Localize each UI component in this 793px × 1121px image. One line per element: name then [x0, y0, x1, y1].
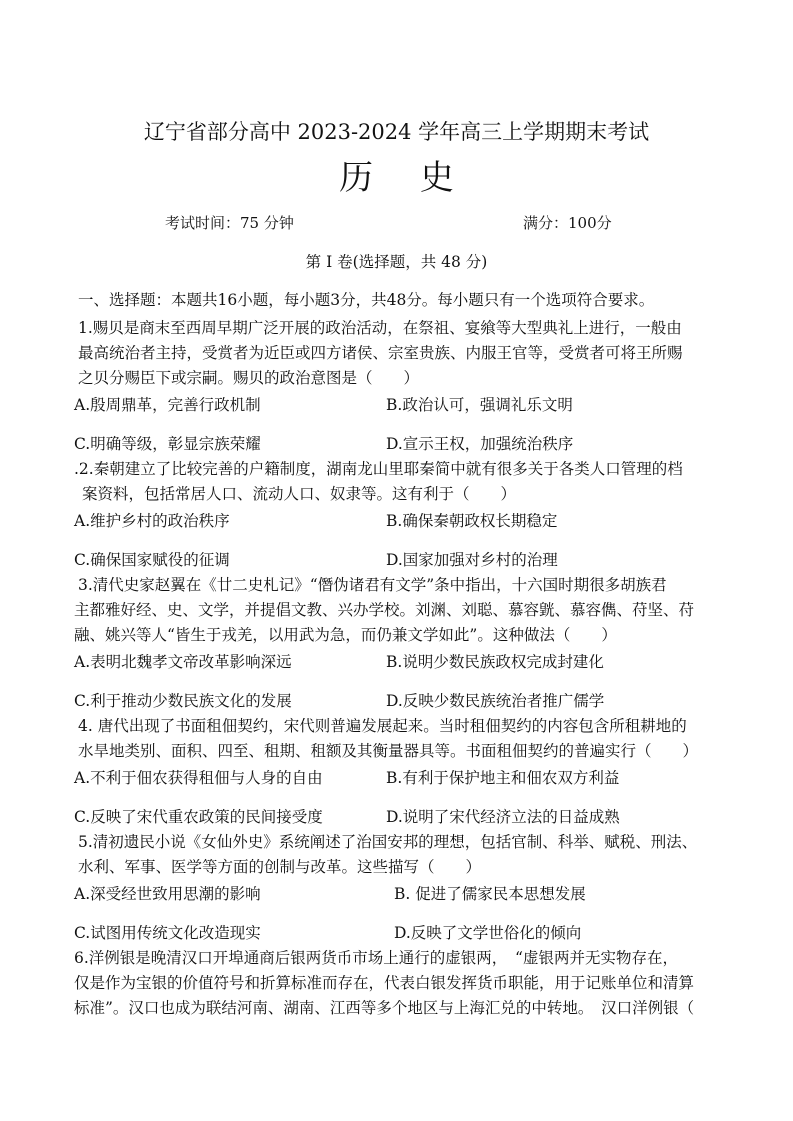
- option-d: D.说明了宋代经济立法的日益成熟: [386, 808, 620, 826]
- question-line: 案资料，包括常居人口、流动人口、奴隶等。这有利于（ ）: [82, 485, 517, 503]
- option-c: C.试图用传统文化改造现实: [74, 924, 261, 942]
- question-line: 标准”。汉口也成为联结河南、湖南、江西等多个地区与上海汇兑的中转地。 汉口洋例银（: [74, 999, 695, 1017]
- exam-time: 考试时间：75 分钟: [165, 214, 294, 232]
- option-d: D.宣示王权，加强统治秩序: [386, 435, 574, 453]
- question-line: .2.秦朝建立了比较完善的户籍制度，湖南龙山里耶秦简中就有很多关于各类人口管理的档: [74, 460, 683, 478]
- question-line: 之贝分赐臣下或宗嗣。赐贝的政治意图是（ ）: [78, 369, 420, 387]
- option-a: A.维护乡村的政治秩序: [74, 512, 230, 530]
- question-line: 5.清初遗民小说《女仙外史》系统阐述了治国安邦的理想，包括官制、科举、赋税、刑法、: [78, 833, 698, 851]
- option-b: B.有利于保护地主和佃农双方利益: [386, 769, 620, 787]
- option-c: C.确保国家赋役的征调: [74, 551, 230, 569]
- question-line: 4. 唐代出现了书面租佃契约，宋代则普遍发展起来。当时租佃契约的内容包含所租耕地的: [78, 717, 687, 735]
- question-line: 融、姚兴等人“皆生于戎羌，以用武为急，而仍兼文学如此”。这种做法（ ）: [74, 626, 617, 644]
- question-line: 1.赐贝是商末至西周早期广泛开展的政治活动，在祭祖、宴飨等大型典礼上进行，一般由: [78, 319, 682, 337]
- question-line: 3.清代史家赵翼在《廿二史札记》“僭伪诸君有文学”条中指出，十六国时期很多胡族君: [78, 576, 667, 594]
- option-b: B.说明少数民族政权完成封建化: [386, 653, 604, 671]
- option-c: C.利于推动少数民族文化的发展: [74, 692, 292, 710]
- question-line: 主都雅好经、史、文学，并提倡文教、兴办学校。刘渊、刘聪、慕容皝、慕容儁、苻坚、苻: [74, 601, 695, 619]
- option-a: A.表明北魏孝文帝改革影响深远: [74, 653, 292, 671]
- full-score: 满分：100分: [523, 214, 612, 232]
- question-line: 最高统治者主持，受赏者为近臣或四方诸侯、宗室贵族、内服王官等，受赏者可将王所赐: [78, 344, 683, 362]
- question-line: 仅是作为宝银的价值符号和折算标准而存在，代表白银发挥货币职能，用于记账单位和清算: [74, 974, 695, 992]
- question-line: 水旱地类别、面积、四至、租期、租额及其衡量器具等。书面租佃契约的普遍实行（ ）: [78, 742, 699, 760]
- section-heading: 第 Ⅰ 卷(选择题，共 48 分): [305, 253, 488, 271]
- question-line: 6.洋例银是晚清汉口开埠通商后银两货币市场上通行的虚银两， “虚银两并无实物存在，: [74, 949, 678, 967]
- option-b: B.确保秦朝政权长期稳定: [386, 512, 558, 530]
- option-d: D.反映了文学世俗化的倾向: [394, 924, 582, 942]
- exam-title: 辽宁省部分高中 2023-2024 学年高三上学期期末考试: [143, 120, 650, 144]
- option-b: B.政治认可，强调礼乐文明: [386, 396, 573, 414]
- option-a: A.殷周鼎革，完善行政机制: [74, 396, 261, 414]
- option-d: D.反映少数民族统治者推广儒学: [386, 692, 605, 710]
- option-c: C.反映了宋代重农政策的民间接受度: [74, 808, 323, 826]
- option-a: A.不利于佃农获得租佃与人身的自由: [74, 769, 323, 787]
- option-d: D.国家加强对乡村的治理: [386, 551, 558, 569]
- option-a: A.深受经世致用思潮的影响: [74, 885, 261, 903]
- subject-title: 历 史: [339, 158, 472, 198]
- option-b: B. 促进了儒家民本思想发展: [394, 885, 586, 903]
- instruction: 一、选择题：本题共16小题，每小题3分，共48分。每小题只有一个选项符合要求。: [78, 291, 655, 309]
- question-line: 水利、军事、医学等方面的创制与改革。这些描写（ ）: [78, 858, 482, 876]
- option-c: C.明确等级，彰显宗族荣耀: [74, 435, 261, 453]
